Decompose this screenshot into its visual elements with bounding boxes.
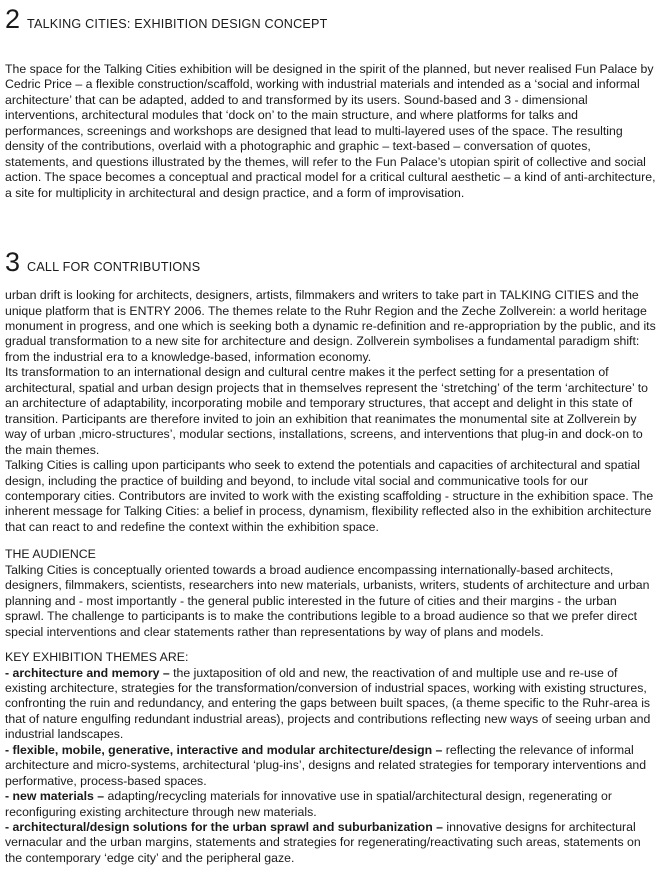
- theme-item: [5, 789, 657, 820]
- theme-lead: - new materials –: [5, 789, 108, 804]
- theme-lead: - architecture and memory –: [5, 665, 174, 680]
- theme-text: reflecting the relevance of informal architecture and micro-systems, architectural ‘plug-ins’, designs and related strategies for temporary interventions and performative, process-based spaces.: [5, 742, 647, 788]
- theme-item: [5, 743, 657, 789]
- call-paragraph-1: urban drift is looking for architects, designers, artists, filmmakers and writers to take part in TALKING CITIES and the unique platform that is ENTRY 2006. The themes relate to the Ruhr Region and the Zeche Zollverein: a world heritage monument in progress, and one which is seeking both a dynamic re-definition and re-appropriation by the public, and its gradual transformation to a new site for architecture and design. Zollverein symbolises a fundamental paradigm shift: from the industrial era to a knowledge-based, information economy.: [5, 288, 656, 364]
- themes-list: [5, 666, 657, 867]
- theme-lead: - architectural/design solutions for the urban sprawl and suburbanization –: [5, 820, 447, 835]
- section-design-title: TALKING CITIES: EXHIBITION DESIGN CONCEPT: [27, 17, 328, 31]
- section-design-number: 2: [5, 4, 21, 34]
- section-call-heading: [5, 247, 657, 277]
- section-design-heading: [5, 4, 657, 34]
- themes-heading: KEY EXHIBITION THEMES ARE:: [5, 650, 189, 665]
- design-concept-paragraph: The space for the Talking Cities exhibition will be designed in the spirit of the planned, but never realised Fun Palace by Cedric Price – a flexible construction/scaffold, working with industrial materials and intended as a ‘social and informal architecture’ that can be adapted, added to and transformed by its users. Sound-based and 3 - dimensional interventions, architectural modules that ‘dock on’ to the main structure, and where platforms for talks and performances, screenings and workshops are designed that lead to multi-layered uses of the space. The resulting density of the contributions, overlaid with a photographic and graphic – text-based – conversation of quotes, statements, and questions illustrated by the themes, will refer to the Fun Palace’s utopian spirit of collective and social action. The space becomes a conceptual and practical model for a critical cultural aesthetic – a kind of anti-architecture, a site for multiplicity in architectural and design practice, and a form of improvisation.: [5, 62, 656, 200]
- section-call-title: CALL FOR CONTRIBUTIONS: [27, 260, 201, 275]
- audience-paragraph: Talking Cities is conceptually oriented towards a broad audience encompassing internationally-based architects, designers, filmmakers, scientists, researchers into new materials, urbanists, writers, students of architecture and urban planning and - most importantly - the general public interested in the future of cities and their margins - the urban sprawl. The challenge to participants is to make the contributions legible to a broad audience so that we prefer direct special interventions and clear statements rather than representations by way of plans and models.: [5, 562, 650, 639]
- call-paragraph-3: Talking Cities is calling upon participants who seek to extend the potentials and capacities of architectural and spatial design, including the practice of building and beyond, to include vital social and communicative tools for our contemporary cities. Contributors are invited to work with the existing scaffolding - structure in the exhibition space. The inherent message for Talking Cities: a belief in process, dynamism, flexibility reflected also in the exhibition architecture that can react to and redefine the context within the exhibition space.: [5, 458, 654, 534]
- theme-text: innovative designs for architectural vernacular and the urban margins, statements and strategies for regenerating/reactivating such areas, statements on the contemporary ‘edge city’ and the peripheral gaze.: [5, 820, 641, 865]
- call-text-block: [5, 288, 657, 535]
- theme-lead: - flexible, mobile, generative, interactive and modular architecture/design –: [5, 742, 446, 757]
- theme-text: the juxtaposition of old and new, the reactivation of and multiple use and re-use of existing architecture, strategies for the transformation/conversion of industrial spaces, working with existing structures, confronting the ruin and redundancy, and entering the gaps between built spaces, (a theme specific to the Ruhr-area is that of nature engulfing redundant industrial areas), projects and contributions reflecting new ways of seeing urban and industrial landscapes.: [5, 665, 651, 742]
- call-paragraph-2: Its transformation to an international design and cultural centre makes it the perfect setting for a presentation of architectural, spatial and urban design projects that in themselves represent the ‘stretching’ of the term ‘architecture’ to an architecture of adaptability, incorporating mobile and temporary structures, that accept and delight in this state of transition. Participants are therefore invited to join an exhibition that reanimates the monumental site at Zollverein by way of urban ‚micro-structures’, modular sections, installations, screens, and interventions that plug-in and dock-on to the main themes.: [5, 365, 648, 457]
- theme-item: [5, 820, 657, 866]
- audience-heading: THE AUDIENCE: [5, 547, 96, 562]
- theme-text: adapting/recycling materials for innovative use in spatial/architectural design, regenerating or reconfiguring existing architecture through new materials.: [5, 789, 612, 819]
- theme-item: [5, 666, 657, 743]
- section-call-number: 3: [5, 247, 21, 278]
